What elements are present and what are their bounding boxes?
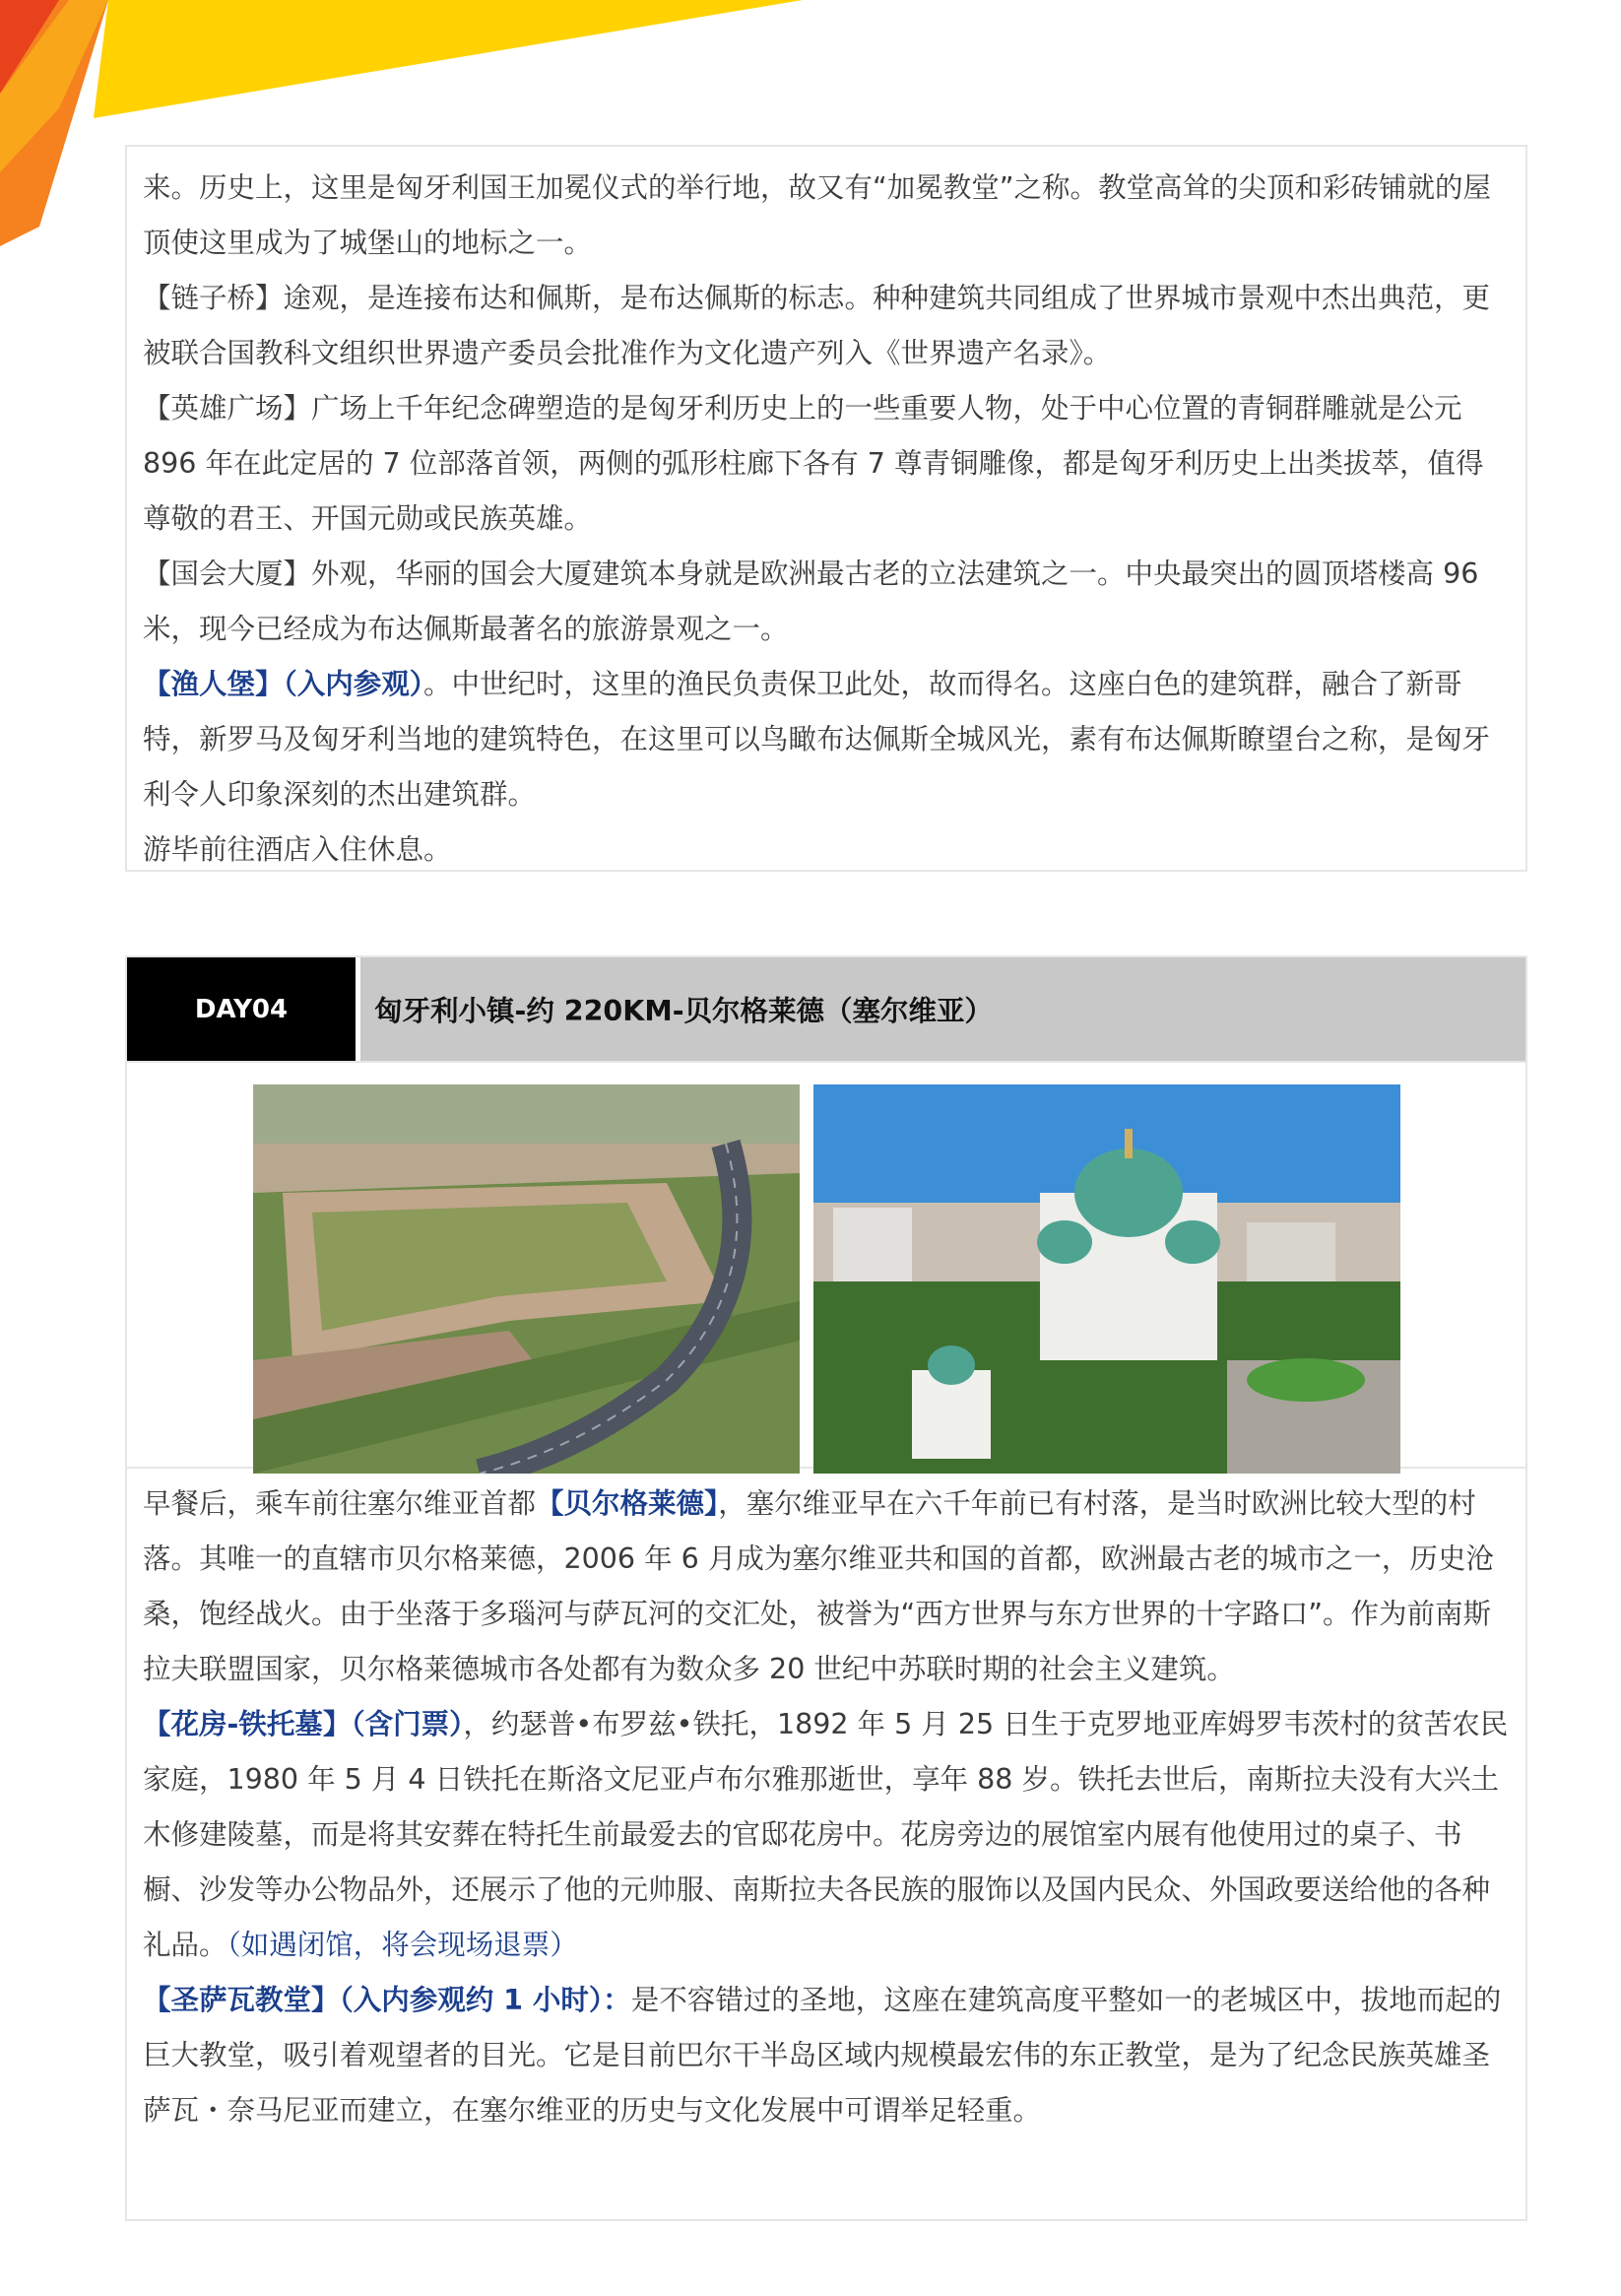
paragraph-hotel: 游毕前往酒店入住休息。 bbox=[143, 833, 452, 866]
paragraph-st-sava bbox=[143, 1973, 1510, 2138]
text-fishermans-bastion: 。中世纪时，这里的渔民负责保卫此处，故而得名。这座白色的建筑群，融合了新哥特，新罗马及匈牙利当地的建筑特色，在这里可以鸟瞰布达佩斯全城风光，素有布达佩斯瞭望台之称，是匈牙利令人印象深刻的杰出建筑群。 bbox=[143, 668, 1491, 811]
paragraph-matthias-church: 来。历史上，这里是匈牙利国王加冕仪式的举行地，故又有“加冕教堂”之称。教堂高耸的尖顶和彩砖铺就的屋顶使这里成为了城堡山的地标之一。 bbox=[143, 171, 1492, 259]
st-sava-temple-photo bbox=[813, 1084, 1400, 1474]
text-st-sava: 是不容错过的圣地，这座在建筑高度平整如一的老城区中，拔地而起的巨大教堂，吸引着观望者的目光。它是目前巴尔干半岛区域内规模最宏伟的东正教堂，是为了纪念民族英雄圣萨瓦・奈马尼亚而建立，在塞尔维亚的历史与文化发展中可谓举足轻重。 bbox=[143, 1984, 1502, 2127]
attraction-description-box bbox=[125, 145, 1527, 872]
day-header bbox=[127, 957, 1525, 1063]
highlight-st-sava: 【圣萨瓦教堂】（入内参观约 1 小时）： bbox=[143, 1984, 631, 2016]
paragraph-fishermans-bastion bbox=[143, 657, 1510, 822]
day-label: DAY04 bbox=[127, 957, 356, 1061]
photo-strip bbox=[127, 1063, 1525, 1469]
note-refund: （如遇闭馆，将会现场退票） bbox=[227, 1929, 578, 1961]
highlight-tito-mausoleum: 【花房-铁托墓】（含门票） bbox=[143, 1708, 464, 1740]
paragraph-heroes-square: 【英雄广场】广场上千年纪念碑塑造的是匈牙利历史上的一些重要人物，处于中心位置的青铜群雕就是公元 896 年在此定居的 7 位部落首领，两侧的弧形柱廊下各有 7 尊青铜雕像，都是匈牙利历史上出类拔萃，值得尊敬的君王、开国元勋或民族英雄。 bbox=[143, 392, 1484, 535]
text-tito-mausoleum: ，约瑟普•布罗兹•铁托，1892 年 5 月 25 日生于克罗地亚库姆罗韦茨村的贫苦农民家庭，1980 年 5 月 4 日铁托在斯洛文尼亚卢布尔雅那逝世，享年 88 岁。铁托去世后，南斯拉夫没有大兴土木修建陵墓，而是将其安葬在特托生前最爱去的官邸花房中。花房旁边的展馆室内展有他使用过的桌子、书橱、沙发等办公物品外，还展示了他的元帅服、南斯拉夫各民族的服饰以及国内民众、外国政要送给他的各种礼品。 bbox=[143, 1708, 1509, 1961]
paragraph-tito-mausoleum bbox=[143, 1697, 1510, 1973]
day-itinerary-box bbox=[125, 955, 1527, 2221]
day-description bbox=[127, 1469, 1525, 2138]
paragraph-belgrade bbox=[143, 1476, 1510, 1697]
text-belgrade: ，塞尔维亚早在六千年前已有村落，是当时欧洲比较大型的村落。其唯一的直辖市贝尔格莱德，2006 年 6 月成为塞尔维亚共和国的首都，欧洲最古老的城市之一，历史沧桑，饱经战火。由于坐落于多瑙河与萨瓦河的交汇处，被誉为“西方世界与东方世界的十字路口”。作为前南斯拉夫联盟国家，贝尔格莱德城市各处都有为数众多 20 世纪中苏联时期的社会主义建筑。 bbox=[143, 1487, 1494, 1685]
paragraph-chain-bridge: 【链子桥】途观，是连接布达和佩斯，是布达佩斯的标志。种种建筑共同组成了世界城市景观中杰出典范，更被联合国教科文组织世界遗产委员会批准作为文化遗产列入《世界遗产名录》。 bbox=[143, 282, 1491, 369]
highlight-belgrade: 【贝尔格莱德】 bbox=[536, 1487, 719, 1520]
day-route-title: 匈牙利小镇-约 220KM-贝尔格莱德（塞尔维亚） bbox=[360, 957, 1525, 1061]
highlight-fishermans-bastion: 【渔人堡】（入内参观） bbox=[143, 668, 424, 700]
paragraph-parliament: 【国会大厦】外观，华丽的国会大厦建筑本身就是欧洲最古老的立法建筑之一。中央最突出的圆顶塔楼高 96 米，现今已经成为布达佩斯最著名的旅游景观之一。 bbox=[143, 558, 1479, 645]
text-belgrade-intro: 早餐后，乘车前往塞尔维亚首都 bbox=[143, 1487, 537, 1520]
belgrade-fortress-photo bbox=[253, 1084, 800, 1474]
